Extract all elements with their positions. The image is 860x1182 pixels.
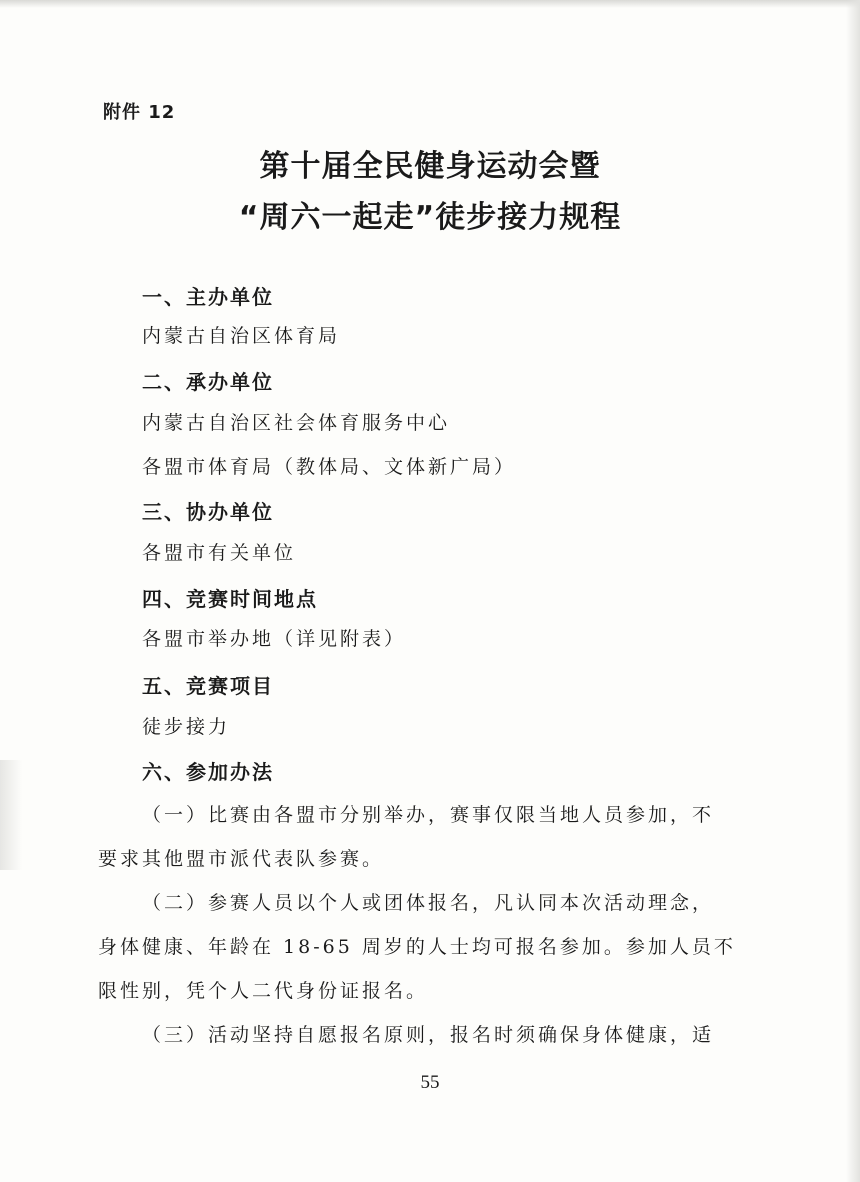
section-item: 各盟市有关单位 [142, 542, 297, 564]
section-item: 各盟市体育局（教体局、文体新广局） [142, 456, 517, 478]
paragraph-line: 限性别，凭个人二代身份证报名。 [98, 980, 429, 1002]
section-heading-participation: 六、参加办法 [142, 760, 274, 784]
document-title-line-2: “周六一起走”徒步接力规程 [238, 200, 622, 235]
scan-shadow-left [0, 760, 22, 870]
document-title-line-1: 第十届全民健身运动会暨 [259, 149, 601, 184]
section-item: 各盟市举办地（详见附表） [142, 628, 407, 650]
paragraph-line: 身体健康、年龄在 18-65 周岁的人士均可报名参加。参加人员不 [98, 936, 736, 958]
section-heading-co-organizer: 三、协办单位 [142, 500, 274, 524]
paragraph-line: 要求其他盟市派代表队参赛。 [98, 848, 385, 870]
scan-shadow-top [0, 0, 860, 8]
section-item: 内蒙古自治区社会体育服务中心 [142, 412, 451, 434]
section-heading-organizer: 一、主办单位 [142, 285, 274, 309]
section-item: 徒步接力 [142, 716, 231, 738]
section-heading-time-place: 四、竞赛时间地点 [142, 587, 318, 611]
page-number: 55 [420, 1072, 440, 1093]
section-item: 内蒙古自治区体育局 [142, 325, 341, 347]
paragraph-line: （三）活动坚持自愿报名原则，报名时须确保身体健康，适 [142, 1024, 715, 1046]
section-heading-undertaker: 二、承办单位 [142, 370, 274, 394]
section-heading-events: 五、竞赛项目 [142, 674, 274, 698]
attachment-label: 附件 12 [103, 102, 176, 123]
paragraph-line: （一）比赛由各盟市分别举办，赛事仅限当地人员参加，不 [142, 804, 715, 826]
paragraph-line: （二）参赛人员以个人或团体报名，凡认同本次活动理念， [142, 892, 715, 914]
